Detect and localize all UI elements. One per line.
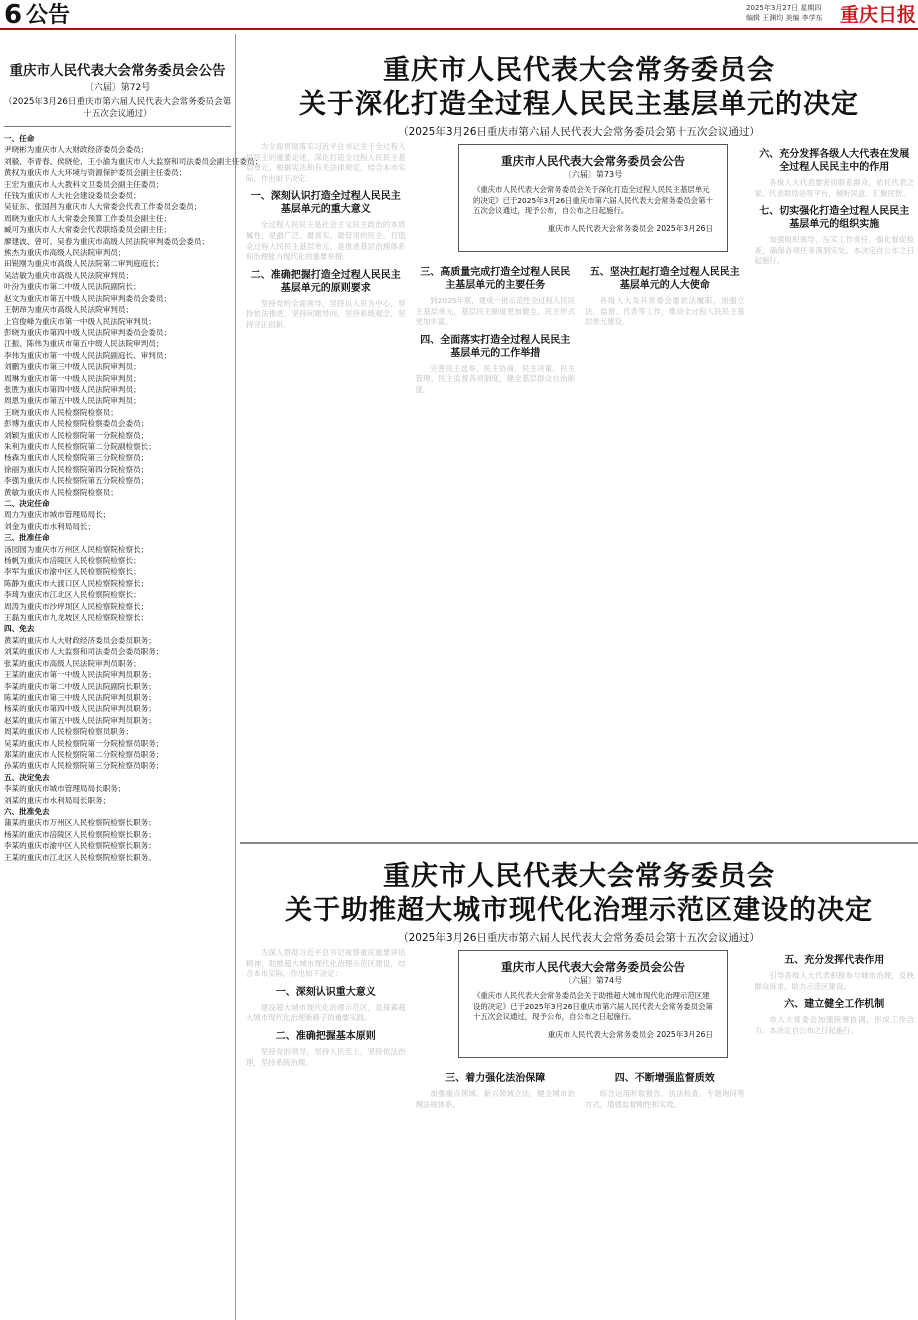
list-item: 汤园园为重庆市万州区人民检察院检察长；: [4, 544, 149, 554]
list-item: 徐丽为重庆市人民检察院第四分院检察员；: [4, 464, 149, 474]
list-item: 陈某的重庆市第三中级人民法院审判员职务；: [4, 692, 156, 702]
list-item: 郑某的重庆市人民检察院第二分院检察员职务；: [4, 749, 164, 759]
section-heading: 三、高质量完成打造全过程人民民主基层单元的主要任务: [420, 267, 571, 291]
list-item: 吴某的重庆市人民检察院第一分院检察员职务；: [4, 738, 164, 748]
list-item: 李某的重庆市渝中区人民检察院检察长职务；: [4, 841, 156, 851]
list-item: 李某的重庆市城市管理局局长职务；: [4, 784, 126, 794]
divider: [4, 126, 231, 127]
list-item: 黄某的重庆市人大财政经济委员会委员职务；: [4, 635, 156, 645]
list-item: 王磊为重庆市九龙坡区人民检察院检察长；: [4, 613, 149, 623]
section-heading: 三、着力强化法治保障: [445, 1073, 546, 1084]
list-item: 蒲某的重庆市万州区人民检察院检察长职务；: [4, 818, 156, 828]
list-item: 任钱为重庆市人大社会建设委员会委员；: [4, 191, 141, 201]
article-title-line1: 重庆市人民代表大会常务委员会: [383, 55, 775, 86]
list-item: 上官俊峰为重庆市第一中级人民法院审判员；: [4, 316, 156, 326]
list-item: 刘毅、李青春、侯晓伦、王小渝为重庆市人大监察和司法委员会副主任委员；: [4, 156, 263, 166]
article-session: （2025年3月26日重庆市第六届人民代表大会常务委员会第十五次会议通过）: [398, 126, 760, 138]
list-item: 周恩为重庆市第五中级人民法院审判员；: [4, 396, 141, 406]
list-item: 叶汾为重庆市第二中级人民法院副院长；: [4, 282, 141, 292]
list-item: 王朝昂为重庆市高级人民法院审判员；: [4, 305, 134, 315]
list-item: 朱利为重庆市人民检察院第二分院副检察长；: [4, 441, 156, 451]
notice-title: 重庆市人民代表大会常务委员会公告: [501, 154, 685, 168]
list-item: 周某的重庆市人民检察院检察员职务；: [4, 727, 134, 737]
appointment-notice-number: 〔六届〕第72号: [84, 83, 151, 93]
list-item: 李某的重庆市第二中级人民法院副院长职务；: [4, 681, 156, 691]
list-item: 臧可为重庆市人大常委会代表联络委员会副主任；: [4, 225, 172, 235]
list-item: 王某的重庆市第一中级人民法院审判员职务；: [4, 670, 156, 680]
notice-body: 《重庆市人民代表大会常务委员会关于深化打造全过程人民民主基层单元的决定》已于2025年3月26日重庆市第六届人民代表大会常务委员会第十五次会议通过，现予公布，自公布之日起施行。: [473, 185, 713, 216]
article-session: （2025年3月26日重庆市第六届人民代表大会常务委员会第十五次会议通过）: [398, 932, 760, 944]
list-item: 黄敏为重庆市人民检察院检察员；: [4, 487, 118, 497]
article-column: 三、着力强化法治保障 加强重点领域、新兴领域立法，健全城市治理法规体系。: [415, 1073, 575, 1109]
list-item: 田锐刚为重庆市高级人民法院第二审判庭庭长；: [4, 259, 164, 269]
article-title-line2: 关于助推超大城市现代化治理示范区建设的决定: [285, 895, 873, 926]
list-item: 周涛为重庆市沙坪坝区人民检察院检察长；: [4, 601, 149, 611]
list-item: 杨某的重庆市涪陵区人民检察院检察长职务；: [4, 829, 156, 839]
notice-number: 〔六届〕第74号: [563, 976, 623, 985]
notice-box: [458, 144, 728, 252]
list-item: 尹晓彬为重庆市人大财政经济委员会委员；: [4, 145, 149, 155]
section-heading: 二、准确把握打造全过程人民民主基层单元的原则要求: [250, 269, 401, 294]
list-item: 李琦为重庆市江北区人民检察院检察长；: [4, 590, 141, 600]
list-item: 周晓为重庆市人大常委会预算工作委员会副主任；: [4, 213, 172, 223]
article-title-line1: 重庆市人民代表大会常务委员会: [383, 861, 775, 892]
appointment-list: [0, 133, 263, 863]
list-heading: 五、决定免去: [4, 772, 50, 782]
list-item: 刘某的重庆市人大监察和司法委员会委员职务；: [4, 647, 164, 657]
section-heading: 五、坚决扛起打造全过程人民民主基层单元的人大使命: [589, 267, 740, 291]
list-item: 刘鹏为重庆市第三中级人民法院审判员；: [4, 362, 141, 372]
list-item: 杨帆为重庆市涪陵区人民检察院检察长；: [4, 556, 141, 566]
article-column: 四、不断增强监督质效 综合运用听取报告、执法检查、专题询问等方式，增强监督刚性和实效。: [585, 1073, 745, 1109]
list-item: 黄权为重庆市人大环境与资源保护委员会副主任委员；: [4, 168, 187, 178]
list-item: 孙某的重庆市人民检察院第三分院检察员职务；: [4, 761, 164, 771]
list-item: 吴洁敏为重庆市高级人民法院审判员；: [4, 270, 134, 280]
list-item: 王宏为重庆市人大教科文卫委员会副主任委员；: [4, 179, 164, 189]
section-heading: 四、全面落实打造全过程人民民主基层单元的工作举措: [420, 334, 571, 359]
article-megacity-governance: [240, 848, 918, 1320]
newspaper-logo: 重庆日报: [840, 4, 917, 26]
list-item: 彭晓为重庆市第四中级人民法院审判委员会委员；: [4, 327, 172, 337]
article-grassroots-democracy: [240, 34, 918, 844]
article-column: 为深入贯彻习近平总书记视察重庆重要讲话精神，助推超大城市现代化治理示范区建设，结合本市实际，作出如下决定： 一、深刻认识重大意义 建设超大城市现代化治理示范区，是探索超大城市现代化治理新路子的重要实践。 二、准确把握基本原则 坚持党的领导，坚持人民至上，坚持依法治理，坚持系统治理。: [246, 948, 406, 1067]
list-heading: 一、任命: [4, 134, 35, 143]
list-item: 吴征东、张国昌为重庆市人大常委会代表工作委员会委员；: [4, 202, 202, 212]
section-heading: 一、深刻认识打造全过程人民民主基层单元的重大意义: [250, 191, 401, 216]
list-item: 赵文为重庆市第五中级人民法院审判委员会委员；: [4, 293, 172, 303]
list-item: 周琳为重庆市第一中级人民法院审判员；: [4, 373, 141, 383]
list-heading: 四、免去: [4, 624, 35, 634]
list-item: 刘某的重庆市水利局局长职务；: [4, 795, 111, 805]
section-heading: 四、不断增强监督质效: [614, 1073, 715, 1084]
list-item: 赵某的重庆市第五中级人民法院审判员职务；: [4, 715, 156, 725]
article-column: 三、高质量完成打造全过程人民民主基层单元的主要任务 到2025年底，建成一批示范性全过程人民民主基层单元，基层民主制度更加健全，民主形式更加丰富。 四、全面落实打造全过程人民民主基层单元的工作举措 完善民主选举、民主协商、民主决策、民主管理、民主监督各项制度，健全基层群众自治制度。: [415, 267, 575, 394]
article-column: 五、坚决扛起打造全过程人民民主基层单元的人大使命 各级人大及其常委会要依法履职，加强立法、监督、代表等工作，推动全过程人民民主基层单元建设。: [585, 267, 745, 327]
list-item: 刘颖为重庆市人民检察院第一分院检察员；: [4, 430, 149, 440]
list-item: 彭博为重庆市人民检察院检察委员会委员；: [4, 419, 149, 429]
section-heading: 五、充分发挥代表作用: [784, 955, 885, 966]
section-heading: 六、充分发挥各级人大代表在发展全过程人民民主中的作用: [759, 149, 910, 173]
issue-editors: 编辑 王渊均 美编 李学东: [746, 14, 823, 22]
issue-info: [746, 3, 823, 23]
notice-body: 《重庆市人民代表大会常务委员会关于助推超大城市现代化治理示范区建设的决定》已于2025年3月26日重庆市第六届人民代表大会常务委员会第十五次会议通过，现予公布，自公布之日起施行。: [473, 991, 713, 1022]
list-item: 江振、陈伟为重庆市第五中级人民法院审判员；: [4, 339, 164, 349]
section-heading: 二、准确把握基本原则: [275, 1030, 376, 1042]
list-heading: 三、批准任命: [4, 533, 50, 543]
list-item: 廖建波、曾可、吴春为重庆市高级人民法院审判委员会委员；: [4, 236, 210, 246]
list-item: 李强为重庆市人民检察院第五分院检察员；: [4, 476, 149, 486]
list-item: 李军为重庆市渝中区人民检察院检察长；: [4, 567, 141, 577]
section-heading: 七、切实强化打造全过程人民民主基层单元的组织实施: [759, 206, 910, 231]
list-heading: 二、决定任命: [4, 499, 50, 508]
section-heading: 六、建立健全工作机制: [784, 999, 885, 1011]
list-item: 张某的重庆市高级人民法院审判员职务；: [4, 658, 141, 668]
appointment-notice: [0, 34, 263, 1320]
notice-signature: 重庆市人民代表大会常务委员会 2025年3月26日: [547, 223, 713, 233]
appointment-notice-session: （2025年3月26日重庆市第六届人民代表大会常务委员会第十五次会议通过）: [3, 97, 232, 119]
article-column: 为全面贯彻落实习近平总书记关于全过程人民民主的重要论述，深化打造全过程人民民主基层单元，根据宪法和有关法律规定，结合本市实际，作出如下决定： 一、深刻认识打造全过程人民民主基层单元的重大意义 全过程人民民主是社会主义民主政治的本质属性，是最广泛、最真实、最管用的民主。打造全过程人民民主基层单元，是推进基层治理体系和治理能力现代化的重要举措。 二、准确把握打造全过程人民民主基层单元的原则要求 坚持党的全面领导，坚持以人民为中心，坚持依法推进，坚持问题导向，坚持系统观念，坚持守正创新。: [246, 142, 406, 329]
notice-box: [458, 950, 728, 1058]
section-heading: 一、深刻认识重大意义: [275, 986, 376, 998]
list-heading: 六、批准免去: [4, 806, 50, 816]
article-column: 五、充分发挥代表作用 引导各级人大代表积极参与城市治理，反映群众诉求，助力示范区建设。 六、建立健全工作机制 市人大常委会加强统筹协调，形成工作合力。本决定自公布之日起施行。: [754, 955, 914, 1035]
issue-date: 2025年3月27日 星期四: [746, 4, 822, 12]
list-item: 王某的重庆市江北区人民检察院检察长职务。: [4, 852, 156, 862]
page-number: 6: [4, 0, 23, 30]
notice-number: 〔六届〕第73号: [563, 170, 623, 179]
list-item: 杨森为重庆市人民检察院第三分院检察员；: [4, 453, 149, 463]
list-item: 熊杰为重庆市高级人民法院审判员；: [4, 248, 126, 258]
article-title-line2: 关于深化打造全过程人民民主基层单元的决定: [299, 89, 859, 120]
article-column: 六、充分发挥各级人大代表在发展全过程人民民主中的作用 各级人大代表要密切联系群众，依托代表之家、代表联络站等平台，倾听民意、汇聚民智。 七、切实强化打造全过程人民民主基层单元的组织实施 加强组织领导，压实工作责任，强化督促检查，确保各项任务落到实处。本决定自公布之日起施行。: [754, 149, 914, 266]
list-item: 周力为重庆市城市管理局局长；: [4, 510, 111, 520]
list-item: 王晓为重庆市人民检察院检察员；: [4, 407, 118, 417]
list-item: 刘金为重庆市水利局局长；: [4, 521, 96, 531]
section-name: 公告: [26, 2, 71, 28]
masthead: [0, 0, 918, 30]
notice-signature: 重庆市人民代表大会常务委员会 2025年3月26日: [547, 1029, 713, 1039]
list-item: 陈静为重庆市大渡口区人民检察院检察长；: [4, 578, 149, 588]
list-item: 张胜为重庆市第四中级人民法院审判员；: [4, 384, 141, 394]
list-item: 杨某的重庆市第四中级人民法院审判员职务；: [4, 704, 156, 714]
appointment-notice-title: 重庆市人民代表大会常务委员会公告: [9, 63, 226, 79]
notice-title: 重庆市人民代表大会常务委员会公告: [501, 960, 685, 974]
list-item: 李伟为重庆市第一中级人民法院副庭长、审判员；: [4, 350, 172, 360]
